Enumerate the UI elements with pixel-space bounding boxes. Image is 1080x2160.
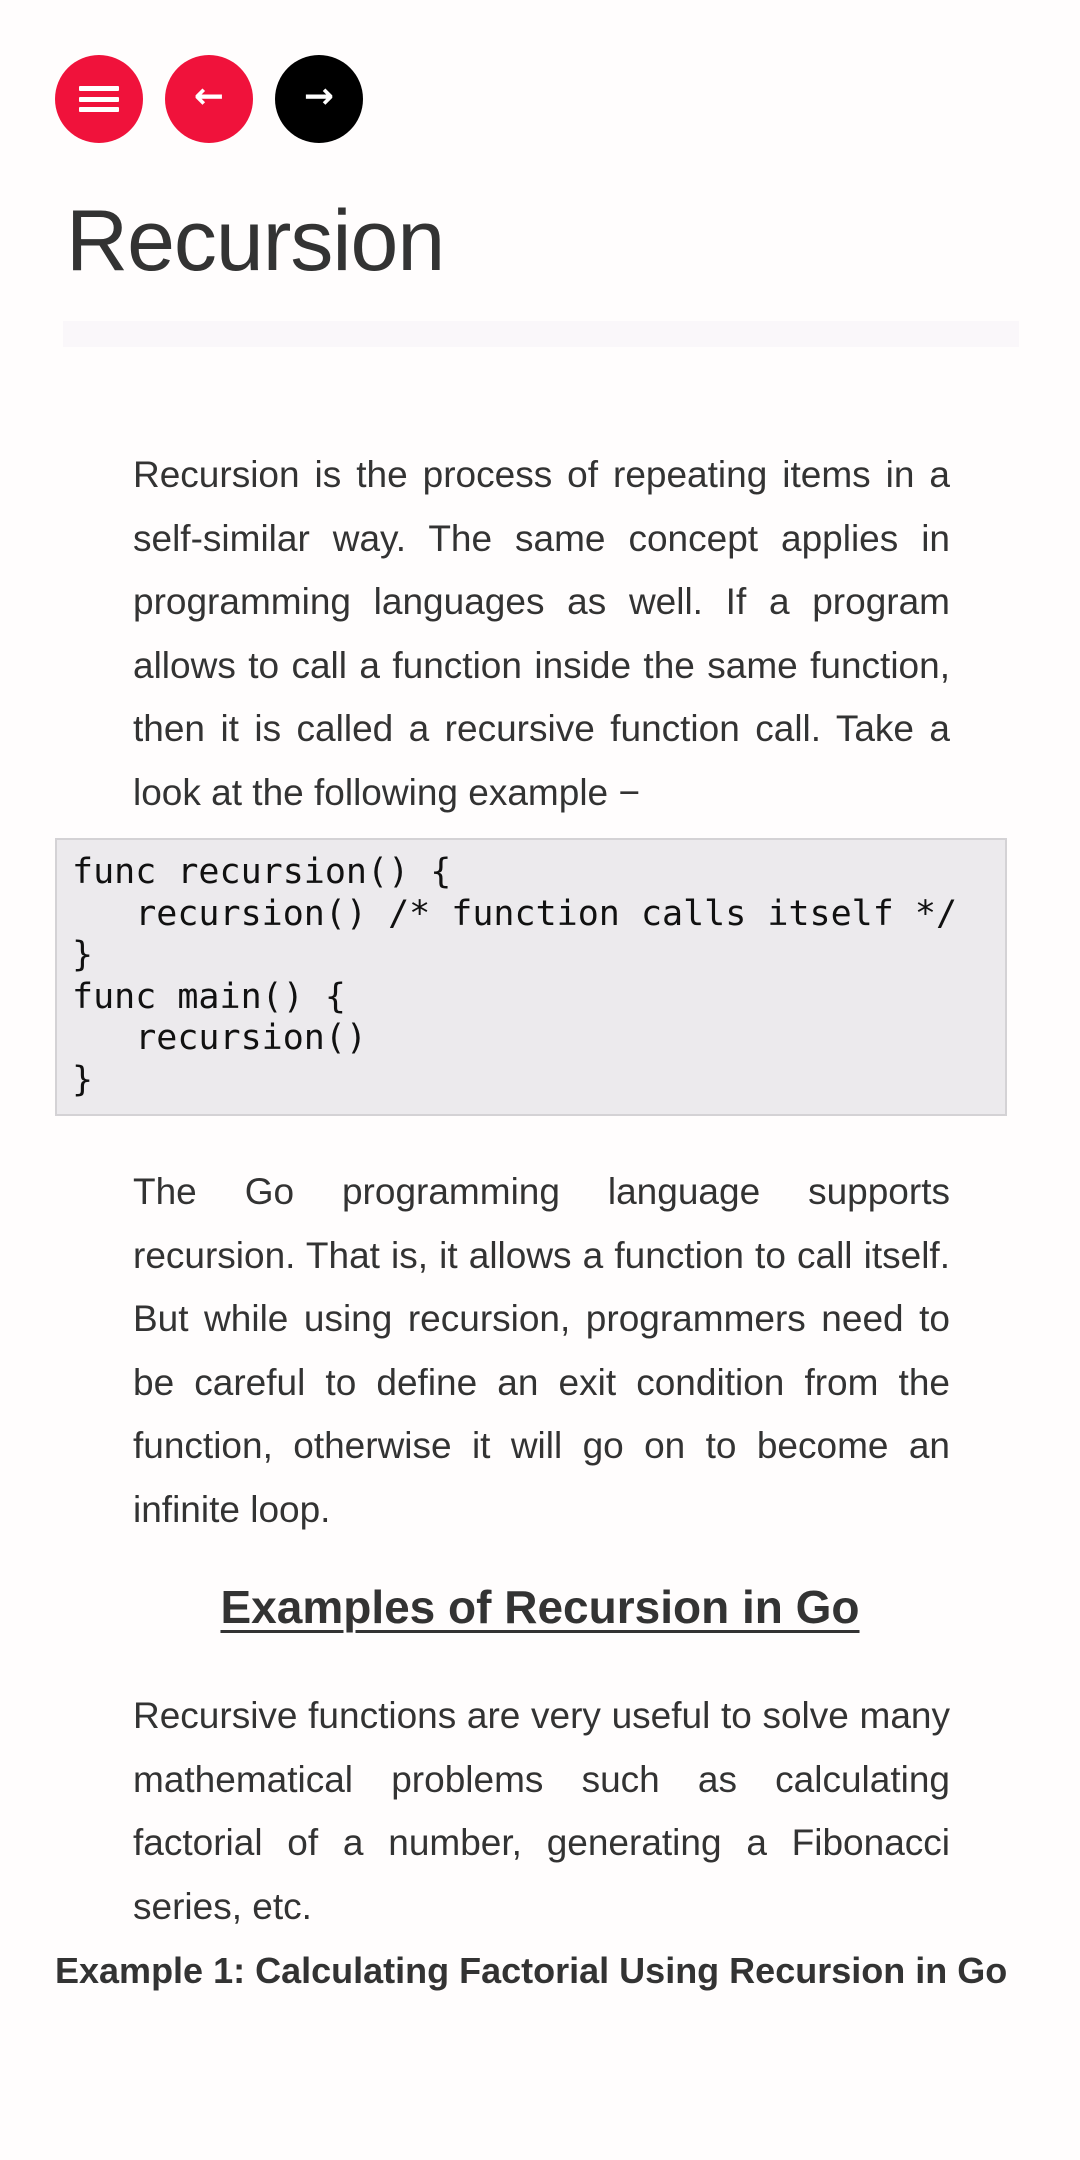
previous-button[interactable] [165,55,253,143]
title-divider [63,321,1019,347]
example-1-heading: Example 1: Calculating Factorial Using Recursion in Go [55,1950,1008,1991]
page-title: Recursion [66,193,445,289]
menu-icon [79,86,119,112]
section-heading: Examples of Recursion in Go [220,1581,860,1633]
arrow-right-icon: → [303,76,335,117]
top-nav [55,55,363,143]
intro-paragraph: Recursion is the process of repeating items in a self-similar way. The same concept applies in programming languages as well. If a program allows to call a function inside the same function, then it is called a recursive function call. Take a look at the following example − [133,454,950,813]
next-button[interactable] [275,55,363,143]
menu-button[interactable] [55,55,143,143]
examples-intro-paragraph: Recursive functions are very useful to solve many mathematical problems such as calculating factorial of a number, generating a Fibonacci series, etc. [133,1695,950,1927]
go-support-paragraph: The Go programming language supports recursion. That is, it allows a function to call itself. But while using recursion, programmers need to be careful to define an exit condition from the function, otherwise it will go on to become an infinite loop. [133,1171,950,1530]
arrow-left-icon: ← [193,76,225,117]
code-example: func recursion() { recursion() /* function calls itself */ } func main() { recursion() } [55,838,1007,1116]
